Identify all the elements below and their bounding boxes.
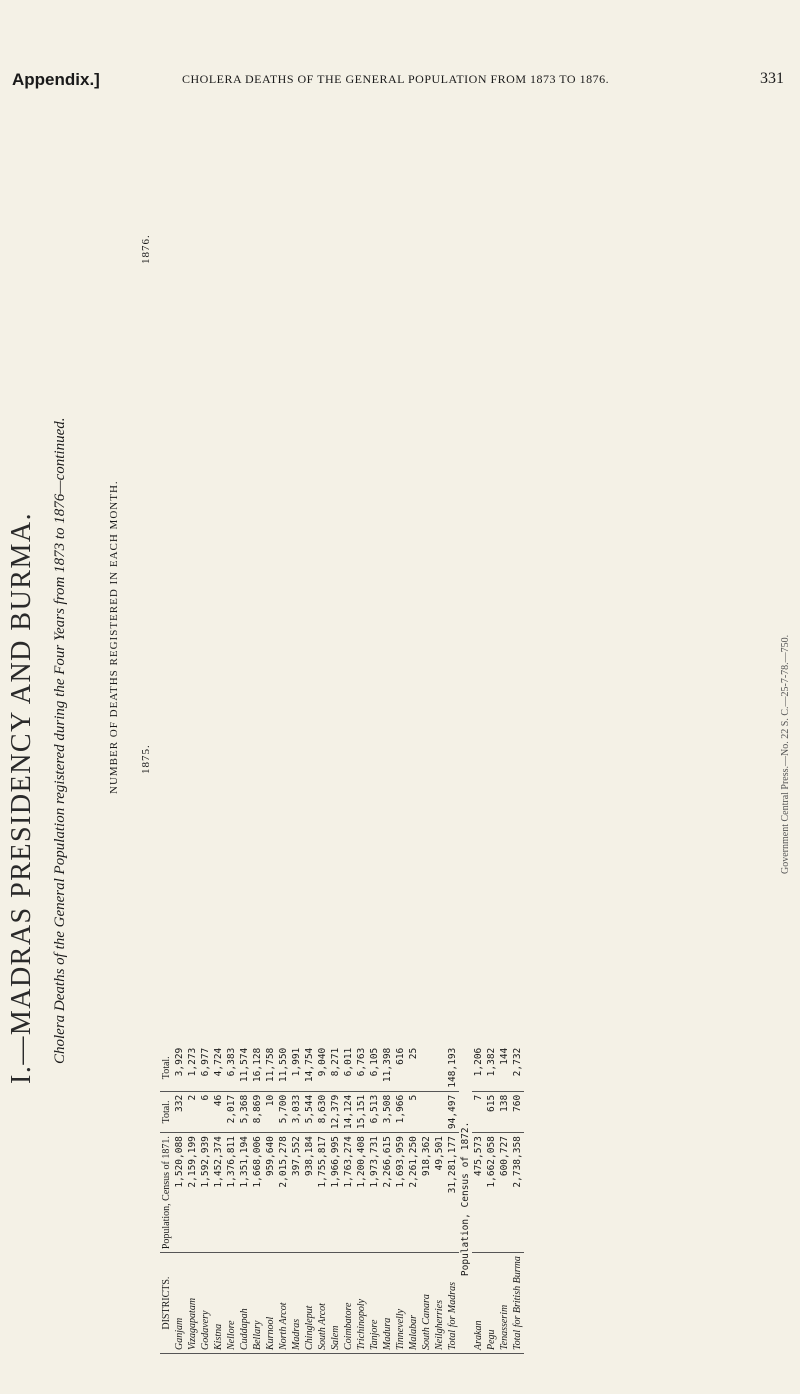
cell-population: 1,966,995 (329, 1133, 342, 1253)
cell-district: Chingleput (303, 1253, 316, 1354)
cell-population: 1,592,939 (199, 1133, 212, 1253)
cell-population: 600,727 (498, 1133, 511, 1253)
cell-population: 2,159,199 (186, 1133, 199, 1253)
appendix-label: Appendix.] (12, 70, 100, 89)
cell-district: Tinnevelly (394, 1253, 407, 1354)
cell-total-1876: 1,206 (472, 1045, 485, 1092)
cell-population: 1,351,194 (238, 1133, 251, 1253)
table-row (238, 1045, 251, 1354)
cell-population: 1,973,731 (368, 1133, 381, 1253)
cell-total-1875: 10 (264, 1091, 277, 1132)
page-title: I.—MADRAS PRESIDENCY AND BURMA. (6, 511, 37, 1084)
cell-population: 1,755,817 (316, 1133, 329, 1253)
cell-total-1875: 615 (485, 1091, 498, 1132)
cell-total-1876: 25 (407, 1045, 420, 1092)
table-row (511, 1045, 524, 1354)
year-1875: 1875. (140, 744, 152, 774)
cell-total-1876: 616 (394, 1045, 407, 1092)
cell-total-1875: 760 (511, 1091, 524, 1132)
cell-total-1876: 144 (498, 1045, 511, 1092)
table-row (446, 1045, 459, 1354)
cell-total-1876: 11,550 (277, 1045, 290, 1092)
table-row (186, 1045, 199, 1354)
cell-district: Kurnool (264, 1253, 277, 1354)
cell-district: Ganjam (173, 1253, 186, 1354)
table-row (420, 1045, 433, 1354)
table-row (329, 1045, 342, 1354)
cell-total-1875: 5,700 (277, 1091, 290, 1132)
header-row (160, 1045, 173, 1354)
cell-district: Tanjore (368, 1253, 381, 1354)
cell-district: Tenasserim (498, 1253, 511, 1354)
cell-total-1876: 11,574 (238, 1045, 251, 1092)
cell-district: Bellary (251, 1253, 264, 1354)
cell-total-1875: 12,379 (329, 1091, 342, 1132)
cell-total-1876: 6,763 (355, 1045, 368, 1092)
table-row (498, 1045, 511, 1354)
cell-total-1876: 1,991 (290, 1045, 303, 1092)
table-row (407, 1045, 420, 1354)
table-row (212, 1045, 225, 1354)
table-row (342, 1045, 355, 1354)
cell-district: Madura (381, 1253, 394, 1354)
cell-population: 2,266,615 (381, 1133, 394, 1253)
table-row (381, 1045, 394, 1354)
cell-total-1875: 2,017 (225, 1091, 238, 1132)
cell-population: 31,281,177 (446, 1133, 459, 1253)
page-subtitle: Cholera Deaths of the General Population registered during the Four Years from 1873 to 1876—continued. (52, 417, 68, 1064)
cell-district: Kistna (212, 1253, 225, 1354)
cell-total-1876: 9,040 (316, 1045, 329, 1092)
cell-district: Salem (329, 1253, 342, 1354)
cell-population: 1,662,058 (485, 1133, 498, 1253)
cell-total-1876: 4,724 (212, 1045, 225, 1092)
burma-pop-label: Population, Census of 1872. (459, 1045, 472, 1354)
cell-total-1876: 3,929 (173, 1045, 186, 1092)
group-header: NUMBER OF DEATHS REGISTERED IN EACH MONTH. (108, 480, 120, 794)
cell-population: 475,573 (472, 1133, 485, 1253)
cell-total-1876 (420, 1045, 433, 1092)
cell-total-1876: 6,977 (199, 1045, 212, 1092)
cell-total-1875: 94,497 (446, 1091, 459, 1132)
cell-total-1875: 15,151 (355, 1091, 368, 1132)
cell-population: 1,376,811 (225, 1133, 238, 1253)
cell-total-1876: 14,754 (303, 1045, 316, 1092)
table-row (225, 1045, 238, 1354)
table-row (303, 1045, 316, 1354)
cell-total-1875: 5,368 (238, 1091, 251, 1132)
cell-total-1876: 11,398 (381, 1045, 394, 1092)
year-1876: 1876. (140, 234, 152, 264)
col-districts: DISTRICTS. (160, 1253, 173, 1354)
cell-total-1875: 8,869 (251, 1091, 264, 1132)
table-row (173, 1045, 186, 1354)
cholera-table (160, 1045, 524, 1354)
cell-total-1876: 8,271 (329, 1045, 342, 1092)
cell-district: Vizagapatam (186, 1253, 199, 1354)
cell-population: 918,362 (420, 1133, 433, 1253)
cell-district: Nellore (225, 1253, 238, 1354)
running-head: CHOLERA DEATHS OF THE GENERAL POPULATION FROM 1873 TO 1876. (182, 72, 610, 86)
cell-district: Arakan (472, 1253, 485, 1354)
cell-population: 959,640 (264, 1133, 277, 1253)
table-row (290, 1045, 303, 1354)
cell-district: Trichinopoly (355, 1253, 368, 1354)
cell-population: 49,501 (433, 1133, 446, 1253)
cell-district: Neilgherries (433, 1253, 446, 1354)
cell-total-1875: 6,513 (368, 1091, 381, 1132)
cell-district: Godavery (199, 1253, 212, 1354)
cell-total-1876: 11,758 (264, 1045, 277, 1092)
table-row (472, 1045, 485, 1354)
cell-total-1875: 138 (498, 1091, 511, 1132)
cell-population: 1,452,374 (212, 1133, 225, 1253)
cell-total-1875: 1,966 (394, 1091, 407, 1132)
printer-note: Government Central Press.—No. 22 S. C.—25-7-78.—750. (780, 634, 791, 874)
table-row (433, 1045, 446, 1354)
cell-population: 1,693,959 (394, 1133, 407, 1253)
cell-total-1876: 6,383 (225, 1045, 238, 1092)
cell-district: Pegu (485, 1253, 498, 1354)
cell-total-1876: 6,105 (368, 1045, 381, 1092)
cell-total-1876 (433, 1045, 446, 1092)
cell-total-1875: 5 (407, 1091, 420, 1132)
cell-district: Malabar (407, 1253, 420, 1354)
cell-population: 2,015,278 (277, 1133, 290, 1253)
col-total-1875: Total. (160, 1091, 173, 1132)
page-number: 331 (760, 70, 784, 87)
cell-total-1876: 148,193 (446, 1045, 459, 1092)
cell-population: 2,261,250 (407, 1133, 420, 1253)
col-total-1876: Total. (160, 1045, 173, 1092)
cell-population: 938,184 (303, 1133, 316, 1253)
table-row (394, 1045, 407, 1354)
table-row (277, 1045, 290, 1354)
cell-district: Coimbatore (342, 1253, 355, 1354)
burma-pop-label-row (459, 1045, 472, 1354)
cell-district: North Arcot (277, 1253, 290, 1354)
table-row (199, 1045, 212, 1354)
cell-total-1876: 1,273 (186, 1045, 199, 1092)
cell-total-1875: 14,124 (342, 1091, 355, 1132)
cell-district: Cuddapah (238, 1253, 251, 1354)
cell-district: South Canara (420, 1253, 433, 1354)
table-row (355, 1045, 368, 1354)
cell-total-1875: 6 (199, 1091, 212, 1132)
cell-total-1876: 2,732 (511, 1045, 524, 1092)
table-row (251, 1045, 264, 1354)
cell-total-1875: 332 (173, 1091, 186, 1132)
cell-total-1875: 3,508 (381, 1091, 394, 1132)
cell-total-1875 (420, 1091, 433, 1132)
cell-population: 2,738,358 (511, 1133, 524, 1253)
cell-district: Total for British Burma (511, 1253, 524, 1354)
cell-total-1875: 2 (186, 1091, 199, 1132)
table-row (485, 1045, 498, 1354)
cell-district: South Arcot (316, 1253, 329, 1354)
cell-total-1875: 8,630 (316, 1091, 329, 1132)
cell-total-1876: 1,382 (485, 1045, 498, 1092)
cell-total-1876: 16,128 (251, 1045, 264, 1092)
cell-total-1875: 46 (212, 1091, 225, 1132)
table-row (316, 1045, 329, 1354)
cell-total-1875 (433, 1091, 446, 1132)
cell-population: 1,668,006 (251, 1133, 264, 1253)
cell-total-1876: 6,011 (342, 1045, 355, 1092)
cell-population: 397,552 (290, 1133, 303, 1253)
cell-total-1875: 7 (472, 1091, 485, 1132)
cell-population: 1,763,274 (342, 1133, 355, 1253)
cell-population: 1,520,088 (173, 1133, 186, 1253)
table-row (368, 1045, 381, 1354)
cell-district: Total for Madras (446, 1253, 459, 1354)
cell-total-1875: 3,033 (290, 1091, 303, 1132)
cell-total-1875: 5,544 (303, 1091, 316, 1132)
cell-population: 1,200,408 (355, 1133, 368, 1253)
col-population: Population, Census of 1871. (160, 1133, 173, 1253)
cell-district: Madras (290, 1253, 303, 1354)
table-row (264, 1045, 277, 1354)
